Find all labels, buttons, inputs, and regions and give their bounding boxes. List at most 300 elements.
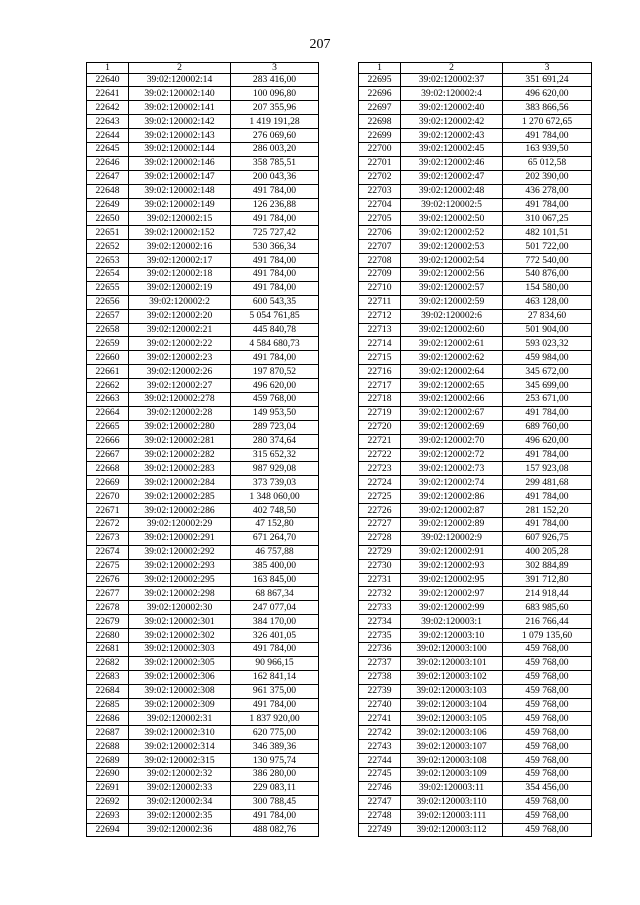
row-number: 22668 xyxy=(87,462,129,476)
cadastral-value: 358 785,51 xyxy=(231,156,319,170)
row-number: 22698 xyxy=(359,115,401,129)
cadastral-number: 39:02:120002:32 xyxy=(129,768,231,782)
cadastral-value: 280 374,64 xyxy=(231,434,319,448)
cadastral-value: 154 580,00 xyxy=(503,281,592,295)
table-row xyxy=(87,573,319,587)
table-row xyxy=(359,684,592,698)
cadastral-number: 39:02:120002:315 xyxy=(129,754,231,768)
cadastral-number: 39:02:120002:305 xyxy=(129,656,231,670)
cadastral-number: 39:02:120002:43 xyxy=(401,129,503,143)
cadastral-value: 345 672,00 xyxy=(503,365,592,379)
cadastral-value: 530 366,34 xyxy=(231,240,319,254)
cadastral-number: 39:02:120002:57 xyxy=(401,281,503,295)
cadastral-value: 491 784,00 xyxy=(503,129,592,143)
cadastral-number: 39:02:120003:109 xyxy=(401,768,503,782)
row-number: 22704 xyxy=(359,198,401,212)
cadastral-number: 39:02:120002:19 xyxy=(129,281,231,295)
row-number: 22667 xyxy=(87,448,129,462)
row-number: 22649 xyxy=(87,198,129,212)
row-number: 22738 xyxy=(359,670,401,684)
cadastral-value: 126 236,88 xyxy=(231,198,319,212)
row-number: 22699 xyxy=(359,129,401,143)
cadastral-number: 39:02:120002:314 xyxy=(129,740,231,754)
cadastral-value: 496 620,00 xyxy=(231,379,319,393)
cadastral-number: 39:02:120003:101 xyxy=(401,656,503,670)
cadastral-number: 39:02:120002:61 xyxy=(401,337,503,351)
cadastral-value: 163 939,50 xyxy=(503,142,592,156)
row-number: 22644 xyxy=(87,129,129,143)
cadastral-value: 459 768,00 xyxy=(503,795,592,809)
cadastral-number: 39:02:120002:16 xyxy=(129,240,231,254)
cadastral-number: 39:02:120002:62 xyxy=(401,351,503,365)
row-number: 22682 xyxy=(87,656,129,670)
table-row xyxy=(87,670,319,684)
row-number: 22677 xyxy=(87,587,129,601)
cadastral-value: 157 923,08 xyxy=(503,462,592,476)
table-row xyxy=(359,267,592,281)
row-number: 22700 xyxy=(359,142,401,156)
cadastral-number: 39:02:120003:103 xyxy=(401,684,503,698)
table-row xyxy=(87,226,319,240)
cadastral-value: 286 003,20 xyxy=(231,142,319,156)
row-number: 22650 xyxy=(87,212,129,226)
cadastral-number: 39:02:120003:102 xyxy=(401,670,503,684)
table-row xyxy=(87,698,319,712)
row-number: 22690 xyxy=(87,768,129,782)
cadastral-value: 326 401,05 xyxy=(231,629,319,643)
cadastral-number: 39:02:120002:6 xyxy=(401,309,503,323)
cadastral-value: 491 784,00 xyxy=(231,351,319,365)
row-number: 22640 xyxy=(87,73,129,87)
row-number: 22741 xyxy=(359,712,401,726)
cadastral-value: 491 784,00 xyxy=(231,254,319,268)
row-number: 22705 xyxy=(359,212,401,226)
row-number: 22684 xyxy=(87,684,129,698)
cadastral-value: 689 760,00 xyxy=(503,420,592,434)
cadastral-number: 39:02:120002:73 xyxy=(401,462,503,476)
row-number: 22744 xyxy=(359,754,401,768)
cadastral-number: 39:02:120002:148 xyxy=(129,184,231,198)
cadastral-number: 39:02:120003:111 xyxy=(401,809,503,823)
cadastral-number: 39:02:120002:291 xyxy=(129,531,231,545)
row-number: 22695 xyxy=(359,73,401,87)
cadastral-value: 540 876,00 xyxy=(503,267,592,281)
table-row xyxy=(359,379,592,393)
row-number: 22691 xyxy=(87,781,129,795)
row-number: 22647 xyxy=(87,170,129,184)
cadastral-number: 39:02:120002:281 xyxy=(129,434,231,448)
row-number: 22711 xyxy=(359,295,401,309)
cadastral-number: 39:02:120002:89 xyxy=(401,518,503,532)
cadastral-number: 39:02:120002:53 xyxy=(401,240,503,254)
table-row xyxy=(87,740,319,754)
cadastral-number: 39:02:120003:100 xyxy=(401,643,503,657)
table-row xyxy=(359,490,592,504)
cadastral-value: 47 152,80 xyxy=(231,518,319,532)
cadastral-number: 39:02:120002:70 xyxy=(401,434,503,448)
cadastral-number: 39:02:120002:5 xyxy=(401,198,503,212)
row-number: 22663 xyxy=(87,392,129,406)
table-row xyxy=(359,629,592,643)
table-row xyxy=(87,504,319,518)
cadastral-value: 436 278,00 xyxy=(503,184,592,198)
table-row xyxy=(359,740,592,754)
cadastral-number: 39:02:120002:46 xyxy=(401,156,503,170)
table-row xyxy=(87,115,319,129)
row-number: 22729 xyxy=(359,545,401,559)
cadastral-value: 482 101,51 xyxy=(503,226,592,240)
cadastral-value: 68 867,34 xyxy=(231,587,319,601)
cadastral-number: 39:02:120002:52 xyxy=(401,226,503,240)
cadastral-number: 39:02:120003:11 xyxy=(401,781,503,795)
cadastral-number: 39:02:120002:142 xyxy=(129,115,231,129)
row-number: 22746 xyxy=(359,781,401,795)
table-row xyxy=(359,212,592,226)
table-row xyxy=(359,115,592,129)
table-row xyxy=(359,518,592,532)
cadastral-value: 491 784,00 xyxy=(231,643,319,657)
cadastral-value: 65 012,58 xyxy=(503,156,592,170)
cadastral-value: 607 926,75 xyxy=(503,531,592,545)
cadastral-number: 39:02:120002:144 xyxy=(129,142,231,156)
table-header xyxy=(359,63,592,74)
cadastral-number: 39:02:120003:110 xyxy=(401,795,503,809)
cadastral-number: 39:02:120002:48 xyxy=(401,184,503,198)
cadastral-value: 289 723,04 xyxy=(231,420,319,434)
cadastral-value: 400 205,28 xyxy=(503,545,592,559)
row-number: 22722 xyxy=(359,448,401,462)
row-number: 22702 xyxy=(359,170,401,184)
cadastral-value: 373 739,03 xyxy=(231,476,319,490)
row-number: 22641 xyxy=(87,87,129,101)
table-header xyxy=(87,63,319,74)
cadastral-value: 501 722,00 xyxy=(503,240,592,254)
row-number: 22706 xyxy=(359,226,401,240)
cadastral-number: 39:02:120002:37 xyxy=(401,73,503,87)
table-row xyxy=(87,281,319,295)
table-row xyxy=(87,170,319,184)
cadastral-value: 383 866,56 xyxy=(503,101,592,115)
cadastral-value: 346 389,36 xyxy=(231,740,319,754)
cadastral-value: 459 768,00 xyxy=(503,768,592,782)
table-row xyxy=(359,615,592,629)
cadastral-number: 39:02:120002:286 xyxy=(129,504,231,518)
table-body xyxy=(87,73,319,837)
table-row xyxy=(87,406,319,420)
cadastral-value: 299 481,68 xyxy=(503,476,592,490)
row-number: 22713 xyxy=(359,323,401,337)
cadastral-number: 39:02:120002:69 xyxy=(401,420,503,434)
row-number: 22716 xyxy=(359,365,401,379)
row-number: 22664 xyxy=(87,406,129,420)
cadastral-value: 459 768,00 xyxy=(503,698,592,712)
cadastral-value: 281 152,20 xyxy=(503,504,592,518)
cadastral-number: 39:02:120002:27 xyxy=(129,379,231,393)
row-number: 22697 xyxy=(359,101,401,115)
cadastral-number: 39:02:120002:60 xyxy=(401,323,503,337)
cadastral-value: 229 083,11 xyxy=(231,781,319,795)
cadastral-number: 39:02:120002:141 xyxy=(129,101,231,115)
cadastral-value: 459 768,00 xyxy=(231,392,319,406)
cadastral-number: 39:02:120002:31 xyxy=(129,712,231,726)
row-number: 22657 xyxy=(87,309,129,323)
table-row xyxy=(359,226,592,240)
table-row xyxy=(87,531,319,545)
row-number: 22687 xyxy=(87,726,129,740)
cadastral-value: 459 768,00 xyxy=(503,670,592,684)
cadastral-value: 302 884,89 xyxy=(503,559,592,573)
table-row xyxy=(87,545,319,559)
table-row xyxy=(359,726,592,740)
table-row xyxy=(359,656,592,670)
row-number: 22736 xyxy=(359,643,401,657)
table-row xyxy=(87,754,319,768)
cadastral-value: 315 652,32 xyxy=(231,448,319,462)
cadastral-value: 772 540,00 xyxy=(503,254,592,268)
cadastral-value: 90 966,15 xyxy=(231,656,319,670)
page-number: 207 xyxy=(309,37,331,52)
cadastral-number: 39:02:120002:146 xyxy=(129,156,231,170)
cadastral-value: 130 975,74 xyxy=(231,754,319,768)
row-number: 22707 xyxy=(359,240,401,254)
cadastral-number: 39:02:120002:298 xyxy=(129,587,231,601)
table-row xyxy=(87,684,319,698)
row-number: 22642 xyxy=(87,101,129,115)
row-number: 22656 xyxy=(87,295,129,309)
cadastral-value: 987 929,08 xyxy=(231,462,319,476)
cadastral-value: 202 390,00 xyxy=(503,170,592,184)
table-row xyxy=(87,656,319,670)
row-number: 22721 xyxy=(359,434,401,448)
cadastral-number: 39:02:120003:105 xyxy=(401,712,503,726)
cadastral-number: 39:02:120002:45 xyxy=(401,142,503,156)
cadastral-number: 39:02:120002:36 xyxy=(129,823,231,837)
cadastral-value: 276 069,60 xyxy=(231,129,319,143)
table-row xyxy=(359,295,592,309)
table-row xyxy=(87,73,319,87)
row-number: 22646 xyxy=(87,156,129,170)
table-row xyxy=(359,823,592,837)
table-row xyxy=(87,629,319,643)
row-number: 22689 xyxy=(87,754,129,768)
cadastral-value: 683 985,60 xyxy=(503,601,592,615)
row-number: 22719 xyxy=(359,406,401,420)
table-row xyxy=(359,198,592,212)
cadastral-value: 463 128,00 xyxy=(503,295,592,309)
table-row xyxy=(359,337,592,351)
table-row xyxy=(87,795,319,809)
row-number: 22737 xyxy=(359,656,401,670)
column-header-1: 1 xyxy=(359,63,401,74)
row-number: 22720 xyxy=(359,420,401,434)
row-number: 22723 xyxy=(359,462,401,476)
row-number: 22728 xyxy=(359,531,401,545)
row-number: 22726 xyxy=(359,504,401,518)
cadastral-value: 1 419 191,28 xyxy=(231,115,319,129)
table-row xyxy=(359,670,592,684)
cadastral-value: 961 375,00 xyxy=(231,684,319,698)
table-row xyxy=(87,490,319,504)
column-header-3: 3 xyxy=(231,63,319,74)
table-row xyxy=(359,781,592,795)
cadastral-number: 39:02:120002:54 xyxy=(401,254,503,268)
row-number: 22673 xyxy=(87,531,129,545)
table-body xyxy=(359,73,592,837)
row-number: 22669 xyxy=(87,476,129,490)
cadastral-value: 310 067,25 xyxy=(503,212,592,226)
table-row xyxy=(87,212,319,226)
row-number: 22727 xyxy=(359,518,401,532)
table-row xyxy=(359,573,592,587)
cadastral-value: 491 784,00 xyxy=(503,406,592,420)
cadastral-number: 39:02:120002:20 xyxy=(129,309,231,323)
cadastral-number: 39:02:120002:65 xyxy=(401,379,503,393)
row-number: 22680 xyxy=(87,629,129,643)
cadastral-value: 491 784,00 xyxy=(231,698,319,712)
row-number: 22710 xyxy=(359,281,401,295)
row-number: 22717 xyxy=(359,379,401,393)
cadastral-value: 496 620,00 xyxy=(503,434,592,448)
row-number: 22748 xyxy=(359,809,401,823)
row-number: 22643 xyxy=(87,115,129,129)
table-row xyxy=(87,781,319,795)
cadastral-value: 162 841,14 xyxy=(231,670,319,684)
table-row xyxy=(359,754,592,768)
table-row xyxy=(359,712,592,726)
table-row xyxy=(87,448,319,462)
cadastral-number: 39:02:120002:17 xyxy=(129,254,231,268)
table-row xyxy=(359,504,592,518)
cadastral-value: 491 784,00 xyxy=(503,448,592,462)
cadastral-value: 4 584 680,73 xyxy=(231,337,319,351)
row-number: 22678 xyxy=(87,601,129,615)
cadastral-value: 491 784,00 xyxy=(231,212,319,226)
row-number: 22654 xyxy=(87,267,129,281)
row-number: 22730 xyxy=(359,559,401,573)
cadastral-value: 385 400,00 xyxy=(231,559,319,573)
cadastral-number: 39:02:120003:106 xyxy=(401,726,503,740)
table-row xyxy=(87,184,319,198)
row-number: 22703 xyxy=(359,184,401,198)
row-number: 22675 xyxy=(87,559,129,573)
row-number: 22733 xyxy=(359,601,401,615)
cadastral-value: 491 784,00 xyxy=(231,267,319,281)
cadastral-number: 39:02:120002:93 xyxy=(401,559,503,573)
row-number: 22651 xyxy=(87,226,129,240)
row-number: 22658 xyxy=(87,323,129,337)
table-row xyxy=(87,379,319,393)
cadastral-value: 247 077,04 xyxy=(231,601,319,615)
row-number: 22653 xyxy=(87,254,129,268)
cadastral-number: 39:02:120002:4 xyxy=(401,87,503,101)
cadastral-value: 1 348 060,00 xyxy=(231,490,319,504)
table-row xyxy=(87,323,319,337)
column-header-2: 2 xyxy=(129,63,231,74)
row-number: 22708 xyxy=(359,254,401,268)
table-row xyxy=(87,434,319,448)
table-row xyxy=(359,129,592,143)
table-row xyxy=(359,587,592,601)
cadastral-number: 39:02:120002:292 xyxy=(129,545,231,559)
cadastral-value: 402 748,50 xyxy=(231,504,319,518)
row-number: 22679 xyxy=(87,615,129,629)
cadastral-number: 39:02:120002:59 xyxy=(401,295,503,309)
table-row xyxy=(87,823,319,837)
row-number: 22724 xyxy=(359,476,401,490)
row-number: 22652 xyxy=(87,240,129,254)
table-row xyxy=(359,795,592,809)
cadastral-value: 1 837 920,00 xyxy=(231,712,319,726)
cadastral-value: 459 768,00 xyxy=(503,809,592,823)
cadastral-value: 496 620,00 xyxy=(503,87,592,101)
table-row xyxy=(87,267,319,281)
cadastral-number: 39:02:120002:66 xyxy=(401,392,503,406)
cadastral-number: 39:02:120002:18 xyxy=(129,267,231,281)
cadastral-value: 459 768,00 xyxy=(503,684,592,698)
table-row xyxy=(359,434,592,448)
table-row xyxy=(359,406,592,420)
table-row xyxy=(359,365,592,379)
cadastral-number: 39:02:120002:56 xyxy=(401,267,503,281)
row-number: 22749 xyxy=(359,823,401,837)
cadastral-number: 39:02:120002:87 xyxy=(401,504,503,518)
table-row xyxy=(87,587,319,601)
table-row xyxy=(359,240,592,254)
cadastral-number: 39:02:120003:112 xyxy=(401,823,503,837)
row-number: 22709 xyxy=(359,267,401,281)
cadastral-value: 354 456,00 xyxy=(503,781,592,795)
row-number: 22660 xyxy=(87,351,129,365)
cadastral-value: 253 671,00 xyxy=(503,392,592,406)
table-row xyxy=(87,129,319,143)
cadastral-number: 39:02:120002:303 xyxy=(129,643,231,657)
cadastral-number: 39:02:120002:282 xyxy=(129,448,231,462)
cadastral-number: 39:02:120002:9 xyxy=(401,531,503,545)
table-row xyxy=(87,615,319,629)
cadastral-number: 39:02:120002:284 xyxy=(129,476,231,490)
table-row xyxy=(87,351,319,365)
cadastral-number: 39:02:120003:10 xyxy=(401,629,503,643)
cadastral-value: 300 788,45 xyxy=(231,795,319,809)
row-number: 22740 xyxy=(359,698,401,712)
cadastral-number: 39:02:120002:30 xyxy=(129,601,231,615)
cadastral-value: 459 768,00 xyxy=(503,712,592,726)
cadastral-number: 39:02:120002:280 xyxy=(129,420,231,434)
cadastral-number: 39:02:120002:306 xyxy=(129,670,231,684)
cadastral-number: 39:02:120002:302 xyxy=(129,629,231,643)
table-row xyxy=(359,309,592,323)
cadastral-value: 459 768,00 xyxy=(503,656,592,670)
cadastral-number: 39:02:120002:99 xyxy=(401,601,503,615)
table-row xyxy=(359,698,592,712)
table-row xyxy=(359,87,592,101)
cadastral-value: 671 264,70 xyxy=(231,531,319,545)
table-row xyxy=(359,545,592,559)
cadastral-number: 39:02:120002:28 xyxy=(129,406,231,420)
cadastral-value: 5 054 761,85 xyxy=(231,309,319,323)
cadastral-number: 39:02:120002:278 xyxy=(129,392,231,406)
row-number: 22739 xyxy=(359,684,401,698)
cadastral-value: 445 840,78 xyxy=(231,323,319,337)
cadastral-number: 39:02:120002:283 xyxy=(129,462,231,476)
cadastral-number: 39:02:120002:140 xyxy=(129,87,231,101)
row-number: 22688 xyxy=(87,740,129,754)
cadastral-number: 39:02:120002:91 xyxy=(401,545,503,559)
row-number: 22645 xyxy=(87,142,129,156)
cadastral-number: 39:02:120002:285 xyxy=(129,490,231,504)
table-row xyxy=(359,73,592,87)
row-number: 22701 xyxy=(359,156,401,170)
